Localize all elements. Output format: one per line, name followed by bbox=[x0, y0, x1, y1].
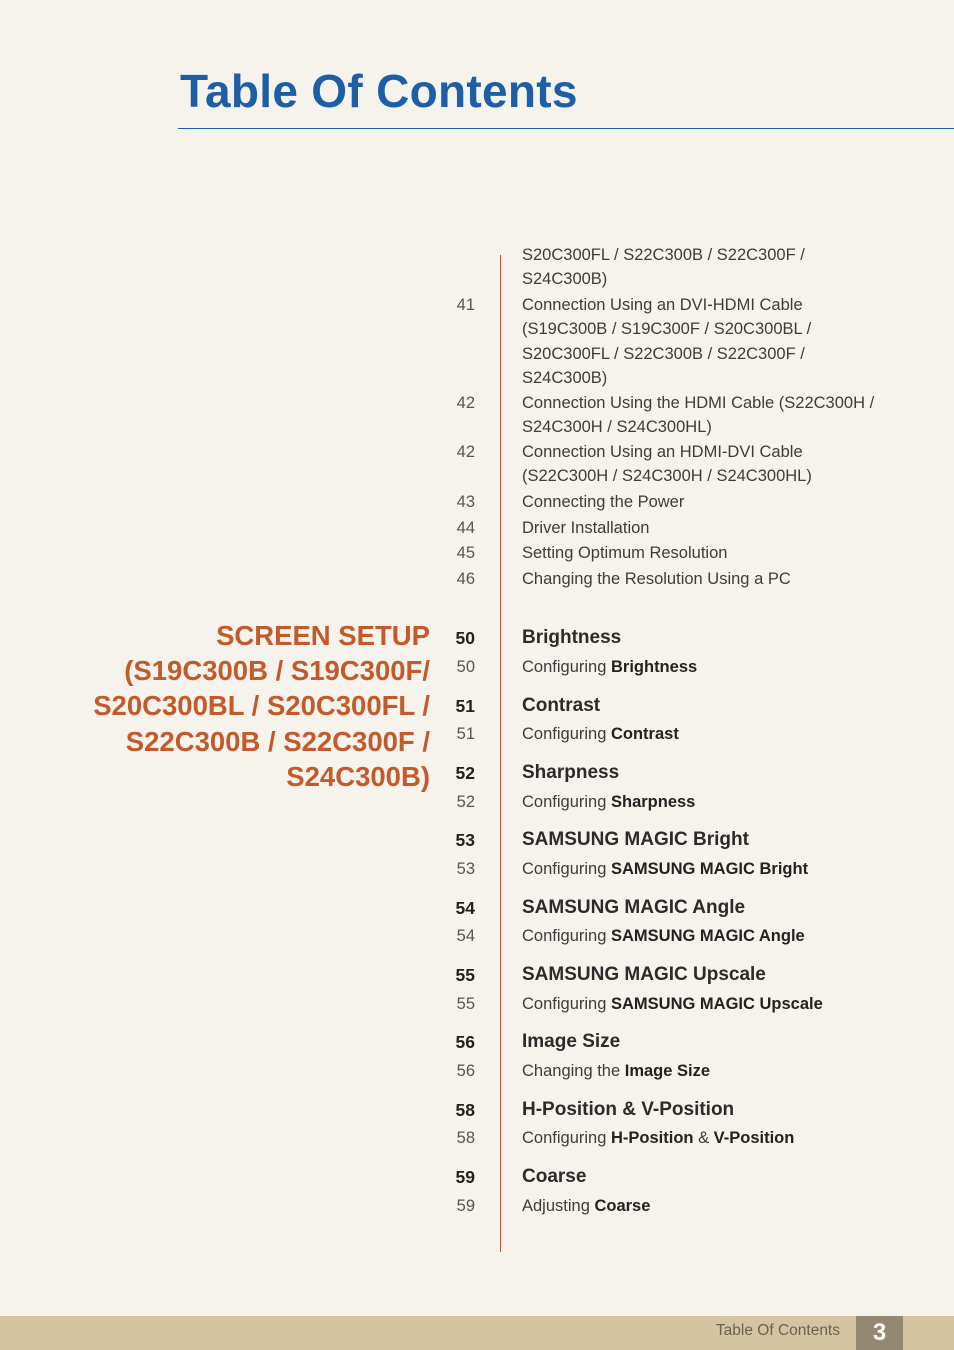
section-title-line: S22C300B / S22C300F / bbox=[125, 725, 430, 757]
toc-heading-label: SAMSUNG MAGIC Upscale bbox=[522, 964, 766, 985]
toc-entry-text bbox=[522, 656, 892, 678]
toc-page-number: 53 bbox=[455, 830, 475, 850]
toc-sub-prefix: Configuring bbox=[522, 1129, 611, 1147]
toc-page-number: 46 bbox=[456, 570, 475, 588]
page-number: 3 bbox=[856, 1316, 903, 1350]
toc-sub-prefix: Configuring bbox=[522, 658, 611, 676]
toc-heading-label: Sharpness bbox=[522, 762, 620, 783]
toc-entry-text bbox=[522, 993, 892, 1015]
page-title: Table Of Contents bbox=[180, 65, 578, 117]
toc-line: Connection Using an DVI-HDMI Cable bbox=[522, 296, 803, 314]
toc-entry-text bbox=[522, 490, 892, 514]
toc-sub-prefix: Adjusting bbox=[522, 1197, 595, 1215]
toc-heading-label: Contrast bbox=[522, 695, 601, 716]
toc-page-number: 43 bbox=[456, 493, 475, 511]
toc-sub-prefix: Configuring bbox=[522, 995, 611, 1013]
toc-page-number: 54 bbox=[455, 898, 475, 918]
toc-page-number: 50 bbox=[456, 658, 475, 676]
section-title-line: S24C300B) bbox=[286, 760, 430, 792]
toc-entry-text bbox=[522, 243, 892, 292]
toc-heading-label: Coarse bbox=[522, 1166, 587, 1187]
toc-sub-bold: Coarse bbox=[594, 1197, 651, 1215]
toc-entry-text bbox=[522, 293, 892, 390]
title-rule bbox=[178, 128, 954, 129]
toc-sub-bold: Brightness bbox=[610, 658, 698, 676]
toc-heading-text bbox=[522, 896, 892, 920]
toc-heading-label: Image Size bbox=[522, 1031, 621, 1052]
toc-heading-text bbox=[522, 761, 892, 785]
toc-sub-bold: V-Position bbox=[713, 1129, 795, 1147]
toc-page-number: 58 bbox=[455, 1100, 475, 1120]
toc-page-number: 58 bbox=[456, 1129, 475, 1147]
toc-sub-bold: SAMSUNG MAGIC Angle bbox=[610, 927, 805, 945]
toc-heading-text bbox=[522, 1165, 892, 1189]
toc-page-number: 54 bbox=[456, 927, 475, 945]
section-title-line: S20C300BL / S20C300FL / bbox=[93, 690, 430, 722]
toc-entry-text bbox=[522, 391, 892, 440]
toc-sub-prefix: Changing the bbox=[522, 1062, 625, 1080]
toc-page-number: 59 bbox=[455, 1167, 475, 1187]
toc-heading-label: Brightness bbox=[522, 627, 622, 648]
section-title-line: (S19C300B / S19C300F/ bbox=[124, 655, 430, 687]
toc-sub-prefix: Configuring bbox=[522, 793, 611, 811]
toc-entry-text bbox=[522, 791, 892, 813]
toc-sub-prefix: Configuring bbox=[522, 860, 611, 878]
toc-sub-prefix: Configuring bbox=[522, 725, 611, 743]
toc-sub-bold: SAMSUNG MAGIC Bright bbox=[610, 860, 809, 878]
toc-entry-text bbox=[522, 1127, 892, 1149]
toc-heading-text bbox=[522, 1030, 892, 1054]
toc-line: S20C300FL / S22C300B / S22C300F / bbox=[522, 344, 805, 363]
toc-page-number: 53 bbox=[456, 860, 475, 878]
toc-line: Driver Installation bbox=[522, 519, 650, 537]
toc-entry-text bbox=[522, 1060, 892, 1082]
toc-line: Setting Optimum Resolution bbox=[522, 544, 728, 562]
toc-entry-text bbox=[522, 516, 892, 540]
toc-entry-text bbox=[522, 567, 892, 591]
toc-line: Connection Using an HDMI-DVI Cable bbox=[522, 443, 803, 461]
toc-page-number: 51 bbox=[456, 725, 475, 743]
toc-page-number: 52 bbox=[456, 793, 475, 811]
toc-page-number: 44 bbox=[456, 519, 475, 537]
toc-page-number: 41 bbox=[456, 296, 475, 314]
toc-sub-mid: & bbox=[693, 1129, 714, 1147]
toc-line: S24C300H / S24C300HL) bbox=[522, 418, 712, 437]
toc-heading-text bbox=[522, 1098, 892, 1122]
toc-heading-label: H-Position & V-Position bbox=[522, 1099, 735, 1120]
column-divider bbox=[500, 255, 501, 1252]
toc-page-number: 56 bbox=[456, 1062, 475, 1080]
toc-entry-text bbox=[522, 858, 892, 880]
section-title bbox=[30, 618, 430, 794]
toc-sub-bold: SAMSUNG MAGIC Upscale bbox=[610, 995, 823, 1013]
toc-page-number: 42 bbox=[456, 443, 475, 461]
toc-heading-text bbox=[522, 963, 892, 987]
toc-sub-bold: Sharpness bbox=[610, 793, 696, 811]
toc-page-number: 42 bbox=[456, 394, 475, 412]
toc-entry-text bbox=[522, 1195, 892, 1217]
toc-page-number: 45 bbox=[456, 544, 475, 562]
toc-heading-text bbox=[522, 626, 892, 650]
toc-line: S20C300FL / S22C300B / S22C300F / bbox=[522, 246, 805, 264]
toc-sub-bold: Image Size bbox=[624, 1062, 711, 1080]
footer-bar bbox=[0, 1316, 954, 1350]
toc-entry-text bbox=[522, 440, 892, 489]
toc-heading-text bbox=[522, 828, 892, 852]
toc-page-number: 55 bbox=[456, 995, 475, 1013]
toc-page-number: 50 bbox=[455, 628, 475, 648]
toc-line: (S19C300B / S19C300F / S20C300BL / bbox=[522, 320, 812, 339]
toc-heading-label: SAMSUNG MAGIC Angle bbox=[522, 897, 746, 918]
section-title-line: SCREEN SETUP bbox=[216, 620, 430, 651]
toc-line: (S22C300H / S24C300H / S24C300HL) bbox=[522, 467, 812, 486]
toc-sub-prefix: Configuring bbox=[522, 927, 611, 945]
toc-page-number: 52 bbox=[455, 763, 475, 783]
toc-line: S24C300B) bbox=[522, 270, 608, 289]
toc-sub-bold: Contrast bbox=[610, 725, 679, 743]
toc-entry-text bbox=[522, 723, 892, 745]
toc-line: Changing the Resolution Using a PC bbox=[522, 570, 791, 588]
toc-line: S24C300B) bbox=[522, 368, 608, 387]
toc-entry-text bbox=[522, 541, 892, 565]
toc-line: Connecting the Power bbox=[522, 493, 685, 511]
toc-line: Connection Using the HDMI Cable (S22C300H / bbox=[522, 394, 875, 412]
toc-sub-bold: H-Position bbox=[610, 1129, 694, 1147]
toc-heading-label: SAMSUNG MAGIC Bright bbox=[522, 829, 749, 850]
footer-label: Table Of Contents bbox=[715, 1322, 840, 1339]
toc-page-number: 51 bbox=[455, 696, 475, 716]
toc-page-number: 55 bbox=[455, 965, 475, 985]
toc-heading-text bbox=[522, 694, 892, 718]
toc-page-number: 59 bbox=[456, 1197, 475, 1215]
toc-entry-text bbox=[522, 925, 892, 947]
toc-page-number: 56 bbox=[455, 1032, 475, 1052]
